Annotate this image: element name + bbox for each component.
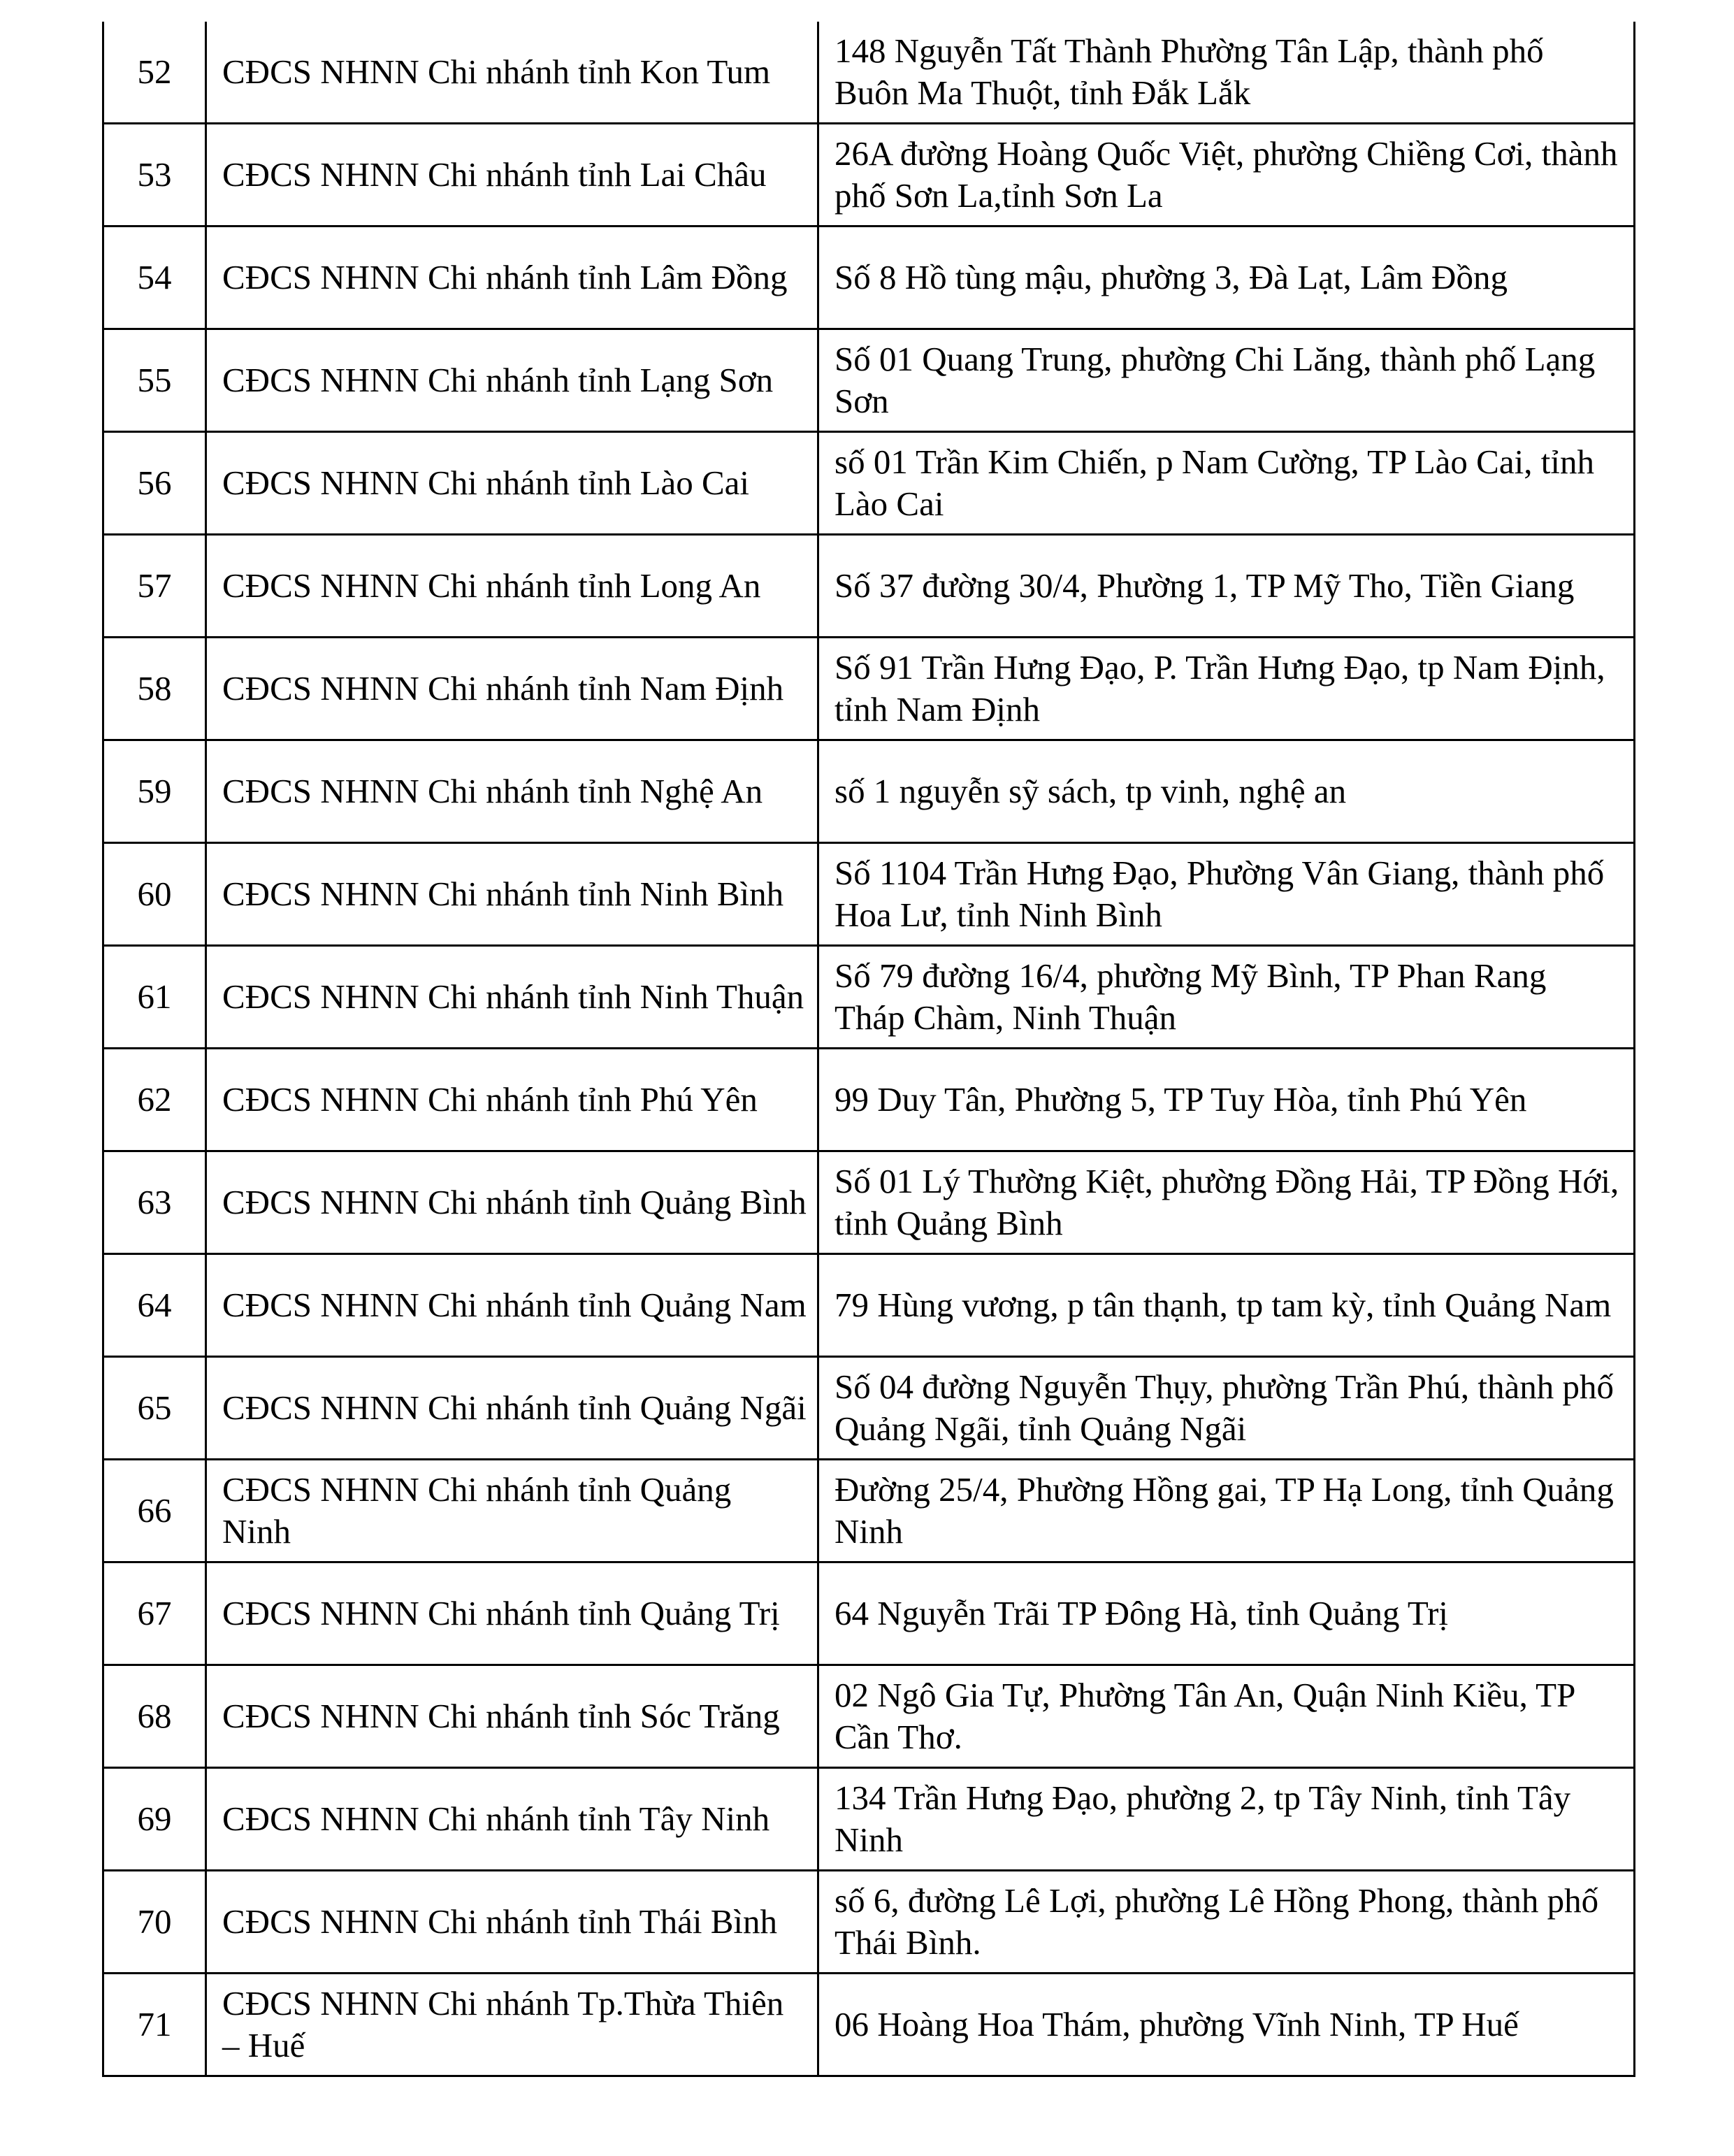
unit-address: Đường 25/4, Phường Hồng gai, TP Hạ Long, tỉnh Quảng Ninh xyxy=(818,1460,1635,1562)
table-row xyxy=(103,1151,1635,1254)
unit-address: 64 Nguyễn Trãi TP Đông Hà, tỉnh Quảng Trị xyxy=(818,1562,1635,1665)
table-row xyxy=(103,740,1635,843)
table-row xyxy=(103,1871,1635,1974)
unit-name: CĐCS NHNN Chi nhánh tỉnh Ninh Bình xyxy=(206,843,818,946)
row-number: 70 xyxy=(103,1871,206,1974)
unit-name: CĐCS NHNN Chi nhánh tỉnh Lào Cai xyxy=(206,432,818,535)
row-number: 54 xyxy=(103,227,206,329)
table-row xyxy=(103,638,1635,740)
unit-name: CĐCS NHNN Chi nhánh tỉnh Quảng Bình xyxy=(206,1151,818,1254)
unit-name: CĐCS NHNN Chi nhánh tỉnh Lâm Đồng xyxy=(206,227,818,329)
table-row xyxy=(103,843,1635,946)
unit-name: CĐCS NHNN Chi nhánh Tp.Thừa Thiên – Huế xyxy=(206,1974,818,2076)
unit-address: 02 Ngô Gia Tự, Phường Tân An, Quận Ninh Kiều, TP Cần Thơ. xyxy=(818,1665,1635,1768)
row-number: 63 xyxy=(103,1151,206,1254)
unit-address: Số 91 Trần Hưng Đạo, P. Trần Hưng Đạo, tp Nam Định, tỉnh Nam Định xyxy=(818,638,1635,740)
table-row xyxy=(103,22,1635,124)
row-number: 71 xyxy=(103,1974,206,2076)
unit-address: 148 Nguyễn Tất Thành Phường Tân Lập, thành phố Buôn Ma Thuột, tỉnh Đắk Lắk xyxy=(818,22,1635,124)
row-number: 52 xyxy=(103,22,206,124)
row-number: 62 xyxy=(103,1049,206,1151)
unit-name: CĐCS NHNN Chi nhánh tỉnh Phú Yên xyxy=(206,1049,818,1151)
table-row xyxy=(103,432,1635,535)
unit-address: Số 01 Quang Trung, phường Chi Lăng, thành phố Lạng Sơn xyxy=(818,329,1635,432)
unit-address: số 01 Trần Kim Chiến, p Nam Cường, TP Lào Cai, tỉnh Lào Cai xyxy=(818,432,1635,535)
table-row xyxy=(103,329,1635,432)
table-row xyxy=(103,1562,1635,1665)
unit-name: CĐCS NHNN Chi nhánh tỉnh Lai Châu xyxy=(206,124,818,227)
row-number: 53 xyxy=(103,124,206,227)
row-number: 58 xyxy=(103,638,206,740)
branch-address-table xyxy=(102,22,1635,2077)
table-row xyxy=(103,1357,1635,1460)
unit-address: 99 Duy Tân, Phường 5, TP Tuy Hòa, tỉnh Phú Yên xyxy=(818,1049,1635,1151)
table-row xyxy=(103,124,1635,227)
unit-address: 79 Hùng vương, p tân thạnh, tp tam kỳ, tỉnh Quảng Nam xyxy=(818,1254,1635,1357)
unit-address: 06 Hoàng Hoa Thám, phường Vĩnh Ninh, TP Huế xyxy=(818,1974,1635,2076)
row-number: 64 xyxy=(103,1254,206,1357)
unit-name: CĐCS NHNN Chi nhánh tỉnh Sóc Trăng xyxy=(206,1665,818,1768)
unit-name: CĐCS NHNN Chi nhánh tỉnh Nam Định xyxy=(206,638,818,740)
unit-address: 26A đường Hoàng Quốc Việt, phường Chiềng Cơi, thành phố Sơn La,tỉnh Sơn La xyxy=(818,124,1635,227)
row-number: 56 xyxy=(103,432,206,535)
table-row xyxy=(103,535,1635,638)
unit-name: CĐCS NHNN Chi nhánh tỉnh Ninh Thuận xyxy=(206,946,818,1049)
row-number: 65 xyxy=(103,1357,206,1460)
unit-address: Số 79 đường 16/4, phường Mỹ Bình, TP Phan Rang Tháp Chàm, Ninh Thuận xyxy=(818,946,1635,1049)
unit-address: Số 8 Hồ tùng mậu, phường 3, Đà Lạt, Lâm Đồng xyxy=(818,227,1635,329)
row-number: 61 xyxy=(103,946,206,1049)
unit-address: Số 01 Lý Thường Kiệt, phường Đồng Hải, TP Đồng Hới, tỉnh Quảng Bình xyxy=(818,1151,1635,1254)
unit-name: CĐCS NHNN Chi nhánh tỉnh Nghệ An xyxy=(206,740,818,843)
unit-address: 134 Trần Hưng Đạo, phường 2, tp Tây Ninh, tỉnh Tây Ninh xyxy=(818,1768,1635,1871)
row-number: 67 xyxy=(103,1562,206,1665)
table-row xyxy=(103,1665,1635,1768)
unit-address: Số 04 đường Nguyễn Thụy, phường Trần Phú, thành phố Quảng Ngãi, tỉnh Quảng Ngãi xyxy=(818,1357,1635,1460)
unit-address: Số 37 đường 30/4, Phường 1, TP Mỹ Tho, Tiền Giang xyxy=(818,535,1635,638)
row-number: 69 xyxy=(103,1768,206,1871)
row-number: 57 xyxy=(103,535,206,638)
row-number: 55 xyxy=(103,329,206,432)
unit-name: CĐCS NHNN Chi nhánh tỉnh Long An xyxy=(206,535,818,638)
table-row xyxy=(103,946,1635,1049)
table-row xyxy=(103,1460,1635,1562)
unit-name: CĐCS NHNN Chi nhánh tỉnh Quảng Trị xyxy=(206,1562,818,1665)
table-row xyxy=(103,1768,1635,1871)
unit-name: CĐCS NHNN Chi nhánh tỉnh Lạng Sơn xyxy=(206,329,818,432)
table-row xyxy=(103,1049,1635,1151)
row-number: 60 xyxy=(103,843,206,946)
unit-name: CĐCS NHNN Chi nhánh tỉnh Quảng Ngãi xyxy=(206,1357,818,1460)
unit-address: Số 1104 Trần Hưng Đạo, Phường Vân Giang, thành phố Hoa Lư, tỉnh Ninh Bình xyxy=(818,843,1635,946)
unit-name: CĐCS NHNN Chi nhánh tỉnh Kon Tum xyxy=(206,22,818,124)
table-row xyxy=(103,227,1635,329)
row-number: 68 xyxy=(103,1665,206,1768)
row-number: 59 xyxy=(103,740,206,843)
unit-address: số 6, đường Lê Lợi, phường Lê Hồng Phong, thành phố Thái Bình. xyxy=(818,1871,1635,1974)
unit-name: CĐCS NHNN Chi nhánh tỉnh Quảng Ninh xyxy=(206,1460,818,1562)
unit-name: CĐCS NHNN Chi nhánh tỉnh Quảng Nam xyxy=(206,1254,818,1357)
table-row xyxy=(103,1974,1635,2076)
unit-name: CĐCS NHNN Chi nhánh tỉnh Thái Bình xyxy=(206,1871,818,1974)
unit-name: CĐCS NHNN Chi nhánh tỉnh Tây Ninh xyxy=(206,1768,818,1871)
row-number: 66 xyxy=(103,1460,206,1562)
unit-address: số 1 nguyễn sỹ sách, tp vinh, nghệ an xyxy=(818,740,1635,843)
table-row xyxy=(103,1254,1635,1357)
